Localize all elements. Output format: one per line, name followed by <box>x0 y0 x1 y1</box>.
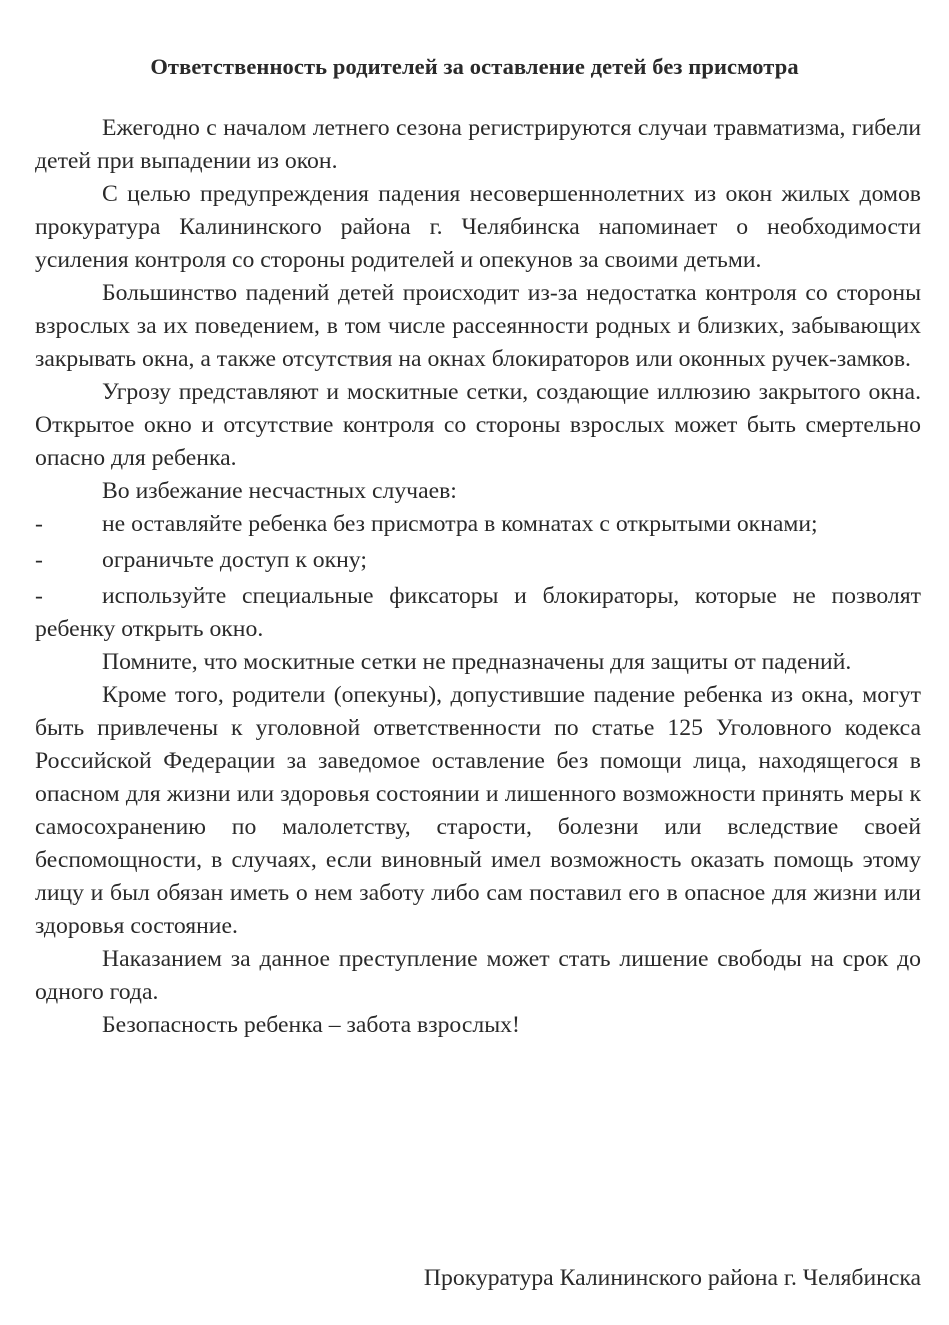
document-body <box>35 112 921 1042</box>
document-title: Ответственность родителей за оставление детей без присмотра <box>150 54 799 79</box>
list-item-text: не оставляйте ребенка без присмотра в комнатах с открытыми окнами; <box>102 511 818 537</box>
list-item-text: ограничьте доступ к окну; <box>102 547 367 573</box>
list-item <box>35 544 921 577</box>
list-item <box>35 580 921 646</box>
paragraph-reminder: Помните, что москитные сетки не предназначены для защиты от падений. <box>102 649 852 675</box>
bullet-dash: - <box>35 583 43 609</box>
paragraph-prevention-lead: Во избежание несчастных случаев: <box>102 478 457 504</box>
paragraph-intro: Ежегодно с началом летнего сезона регистрируются случаи травматизма, гибели детей при выпадении из окон. <box>35 115 921 174</box>
paragraph-penalty: Наказанием за данное преступление может стать лишение свободы на срок до одного года. <box>35 946 921 1005</box>
paragraph-purpose: С целью предупреждения падения несовершеннолетних из окон жилых домов прокуратура Калининского района г. Челябинска напоминает о необходимости усиления контроля со стороны родителей и опекунов за своими детьми. <box>35 181 921 273</box>
signature: Прокуратура Калининского района г. Челябинска <box>423 1265 921 1291</box>
list-item-text: используйте специальные фиксаторы и блокираторы, которые не позволят ребенку открыть окно. <box>35 583 921 642</box>
bullet-dash: - <box>35 547 43 573</box>
paragraph-causes: Большинство падений детей происходит из-за недостатка контроля со стороны взрослых за их поведением, в том числе рассеянности родных и близких, забывающих закрывать окна, а также отсутствия на окнах блокираторов или оконных ручек-замков. <box>35 280 921 372</box>
paragraph-slogan: Безопасность ребенка – забота взрослых! <box>102 1012 520 1038</box>
paragraph-liability: Кроме того, родители (опекуны), допустившие падение ребенка из окна, могут быть привлечены к уголовной ответственности по статье 125 Уголовного кодекса Российской Федерации за заведомое оставление без помощи лица, находящегося в опасном для жизни или здоровья состоянии и лишенного возможности принять меры к самосохранению по малолетству, старости, болезни или вследствие своей беспомощности, в случаях, если виновный имел возможность оказать помощь этому лицу и был обязан иметь о нем заботу либо сам поставил его в опасное для жизни или здоровья состояние. <box>35 682 921 939</box>
list-item <box>35 508 921 541</box>
paragraph-mosquito-nets: Угрозу представляют и москитные сетки, создающие иллюзию закрытого окна. Открытое окно и отсутствие контроля со стороны взрослых может быть смертельно опасно для ребенка. <box>35 379 921 471</box>
bullet-dash: - <box>35 511 43 537</box>
